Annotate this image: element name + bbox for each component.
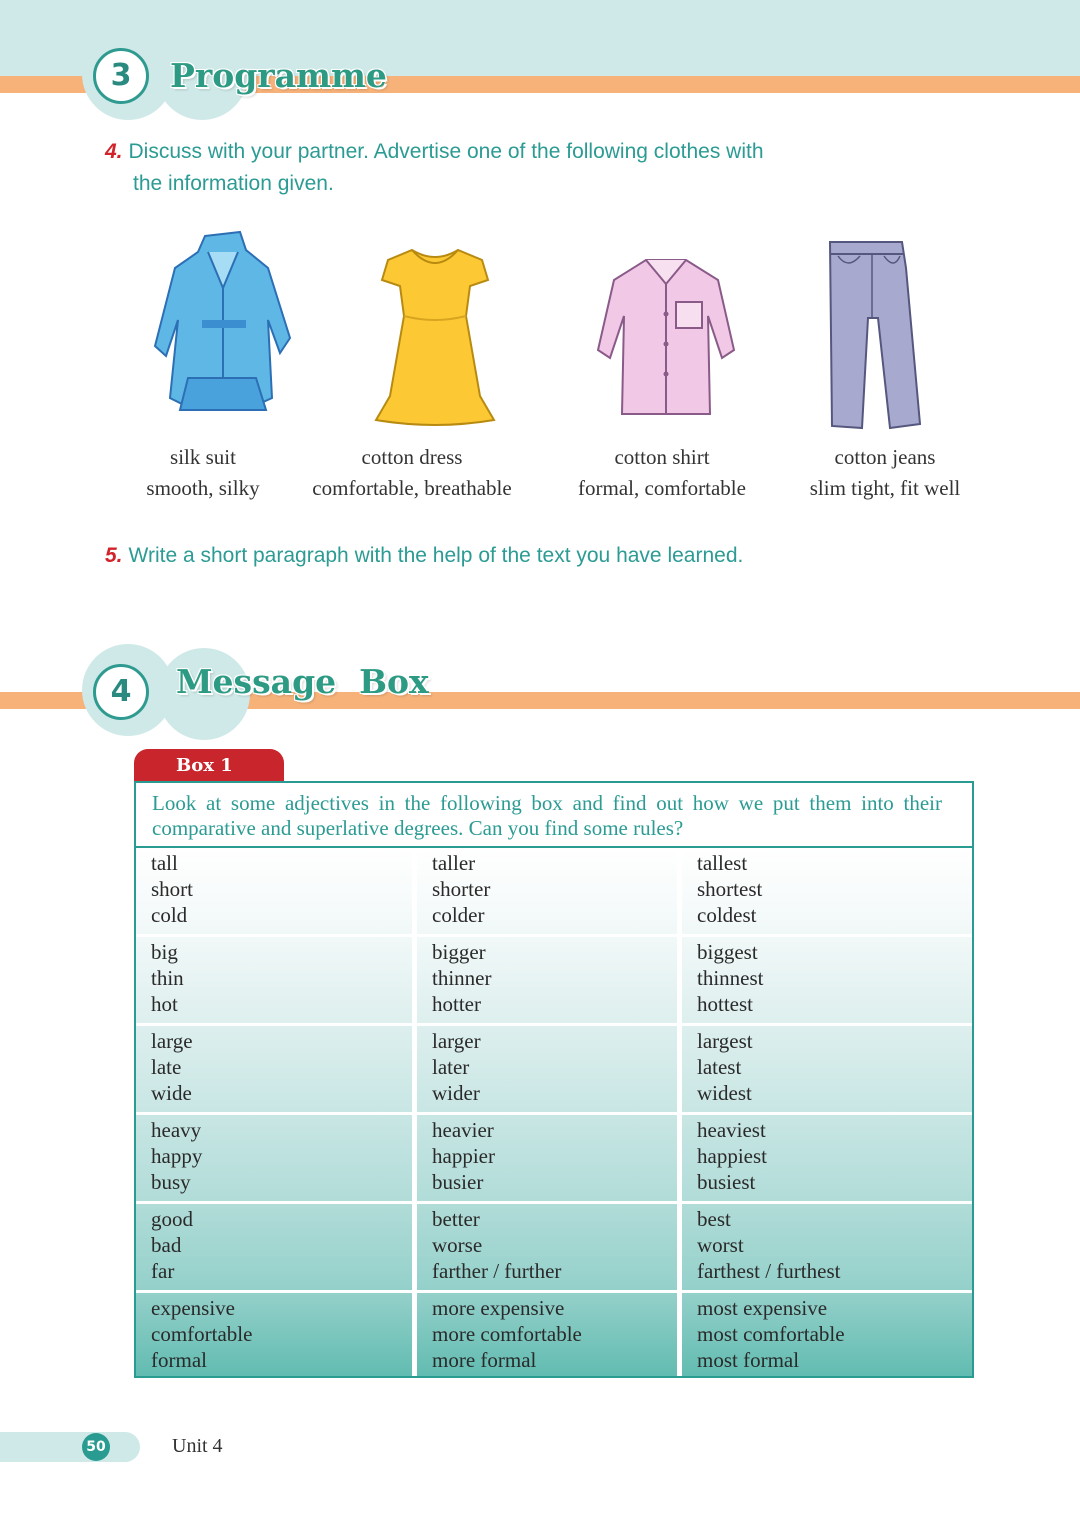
clothes-name: cotton shirt [614,445,710,469]
superlative-cell: best worst farthest / furthest [697,1207,841,1283]
superlative-cell: largest latest widest [697,1029,753,1105]
comparative-cell: larger later wider [432,1029,481,1105]
base-cell: big thin hot [151,940,184,1016]
comparative-cell: taller shorter colder [432,851,491,927]
clothes-desc: slim tight, fit well [809,476,961,500]
clothes-desc: smooth, silky [146,476,260,500]
comparative-cell: heavier happier busier [432,1118,495,1194]
clothes-caption-cotton-jeans [785,442,985,504]
task-5-instruction [105,540,743,572]
clothes-name: silk suit [170,445,236,469]
task-4-number: 4. [105,140,123,163]
footer-bar [0,1432,140,1462]
adjective-box [134,781,974,1378]
clothes-desc: formal, comfortable [578,476,746,500]
task-4-line-2: the information given. [133,172,334,195]
base-cell: tall short cold [151,851,193,927]
comparative-cell: more expensive more comfortable more formal [432,1296,582,1372]
task-4-instruction [105,136,764,200]
base-cell: large late wide [151,1029,193,1105]
task-5-number: 5. [105,544,123,567]
superlative-cell: tallest shortest coldest [697,851,763,927]
adjective-group-row [136,937,972,1027]
clothes-desc: comfortable, breathable [312,476,512,500]
base-cell: heavy happy busy [151,1118,203,1194]
page-number: 50 [82,1433,110,1461]
base-cell: expensive comfortable formal [151,1296,253,1372]
clothes-caption-cotton-shirt [552,442,772,504]
adjective-group-row [136,1204,972,1294]
adjective-group-row [136,1026,972,1116]
task-5-text: Write a short paragraph with the help of the text you have learned. [128,544,744,567]
comparative-cell: better worse farther / further [432,1207,562,1283]
cotton-dress-illustration [374,246,496,426]
adjective-group-row [136,1293,972,1376]
clothes-caption-silk-suit [113,442,293,504]
superlative-cell: heaviest happiest busiest [697,1118,767,1194]
comparative-cell: bigger thinner hotter [432,940,492,1016]
cotton-shirt-illustration [596,254,736,424]
silk-suit-illustration [150,228,296,418]
box-intro-text: Look at some adjectives in the following box and find out how we put them into their comparative and superlative degrees. Can you find some rules? [152,791,942,840]
adjective-group-row [136,848,972,938]
superlative-cell: biggest thinnest hottest [697,940,764,1016]
adjective-group-row [136,1115,972,1205]
section-4-title: Message Box [176,662,429,701]
cotton-jeans-illustration [824,238,924,432]
clothes-name: cotton jeans [834,445,936,469]
superlative-cell: most expensive most comfortable most formal [697,1296,845,1372]
section-4-number: 4 [93,664,149,720]
section-3-number: 3 [93,48,149,104]
base-cell: good bad far [151,1207,193,1283]
unit-label: Unit 4 [172,1435,223,1457]
clothes-name: cotton dress [361,445,463,469]
clothes-caption-cotton-dress [292,442,532,504]
section-3-title: Programme [170,56,387,95]
task-4-line-1: Discuss with your partner. Advertise one of the following clothes with [128,140,764,163]
box-1-tab: Box 1 [134,749,284,783]
